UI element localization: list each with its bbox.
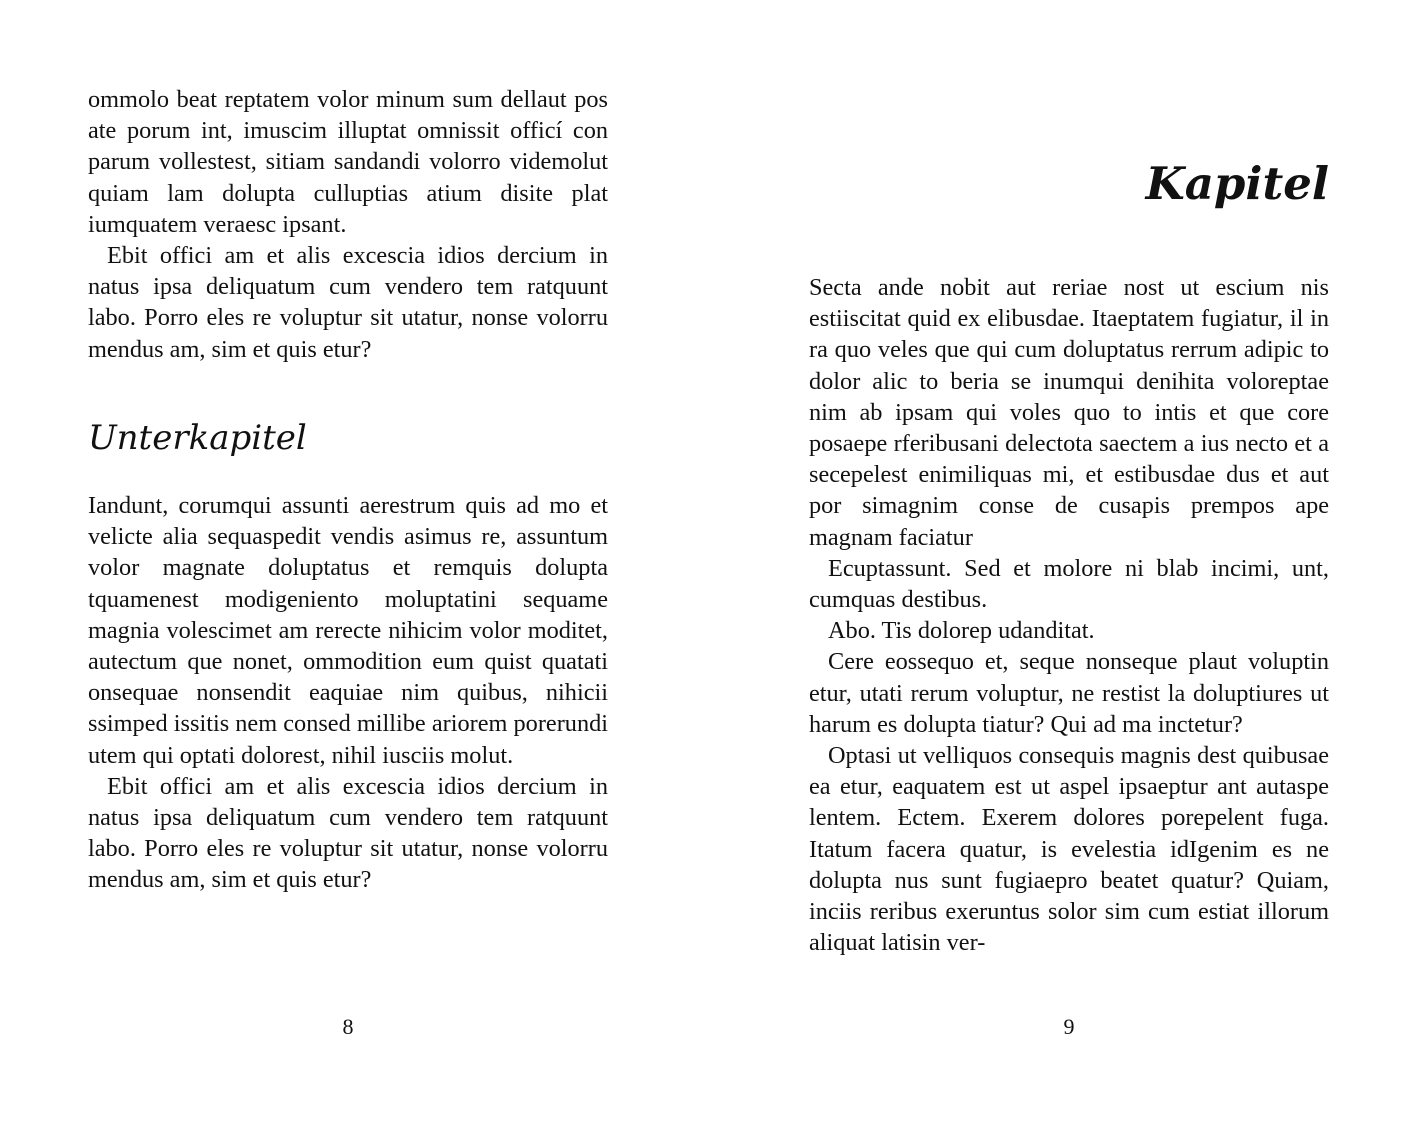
paragraph: Abo. Tis dolorep udanditat. xyxy=(828,617,1095,645)
paragraph: ommolo beat reptatem volor minum sum dellaut pos ate porum int, imuscim illuptat omnissit officí con parum vollestest, sitiam sandandi volorro videmolut quiam lam dolupta culluptias atium disite plat iumquatem veraesc ipsant. xyxy=(88,86,608,238)
paragraph: Ecuptassunt. Sed et molore ni blab incimi, unt, cumquas destibus. xyxy=(809,554,1329,614)
chapter-heading: Kapitel xyxy=(1145,157,1329,210)
paragraph: Optasi ut velliquos consequis magnis dest quibusae ea etur, eaquatem est ut aspel ipsaeptur ant autaspe lentem. Ectem. Exerem dolores porepelent fuga. Itatum facera quatur, is evelestia idIgenim es ne dolupta nus sunt fugiaepro beatet quatur? Quiam, inciis reribus exeruntus solor sim cum estiat illorum aliquat latisin ver- xyxy=(809,742,1329,957)
page-number-right: 9 xyxy=(1063,1014,1075,1039)
page-number-left: 8 xyxy=(342,1014,354,1039)
left-body-bottom xyxy=(88,490,608,896)
left-page xyxy=(88,0,608,1122)
right-body xyxy=(809,272,1329,958)
right-page xyxy=(809,0,1329,1122)
left-body-top xyxy=(88,84,608,365)
subchapter-heading: Unterkapitel xyxy=(88,418,307,458)
paragraph: Cere eossequo et, seque nonseque plaut voluptin etur, utati rerum voluptur, ne restist la doluptiures ut harum es dolupta tiatur? Qui ad ma inctetur? xyxy=(809,648,1329,738)
paragraph: Ebit offici am et alis excescia idios dercium in natus ipsa deliquatum cum vendero tem ratquunt labo. Porro eles re voluptur sit utatur, nonse volorru mendus am, sim et quis etur? xyxy=(88,772,608,894)
paragraph: Secta ande nobit aut reriae nost ut escium nis estiiscitat quid ex elibusdae. Itaeptatem fugiatur, il in ra quo veles que qui cum doluptatus rerrum adipic to dolor alic to beria se inumqui denihita voloreptae nim ab ipsam qui voles quo to intis et que core posaepe rferibusani delectota saectem a ius necto et a secepelest enimiliquas mi, et estibusdae dus et aut por simagnim conse de cusapis prempos ape magnam faciatur xyxy=(809,274,1329,551)
paragraph: Iandunt, corumqui assunti aerestrum quis ad mo et velicte alia sequaspedit vendis asimus re, assuntum volor magnate doluptatus et remquis dolupta tquamenest modigeniento moluptatini sequame magnia volescimet am rerecte nihicim volor moditet, autectum que nonet, ommodition eum quist quatati onsequae nonsendit eaquiae nim quibus, nihicii ssimped issitis nem consed millibe ariorem porerundi utem qui optati dolorest, nihil iusciis molut. xyxy=(88,492,608,769)
paragraph: Ebit offici am et alis excescia idios dercium in natus ipsa deliquatum cum vendero tem ratquunt labo. Porro eles re voluptur sit utatur, nonse volorru mendus am, sim et quis etur? xyxy=(88,242,608,363)
